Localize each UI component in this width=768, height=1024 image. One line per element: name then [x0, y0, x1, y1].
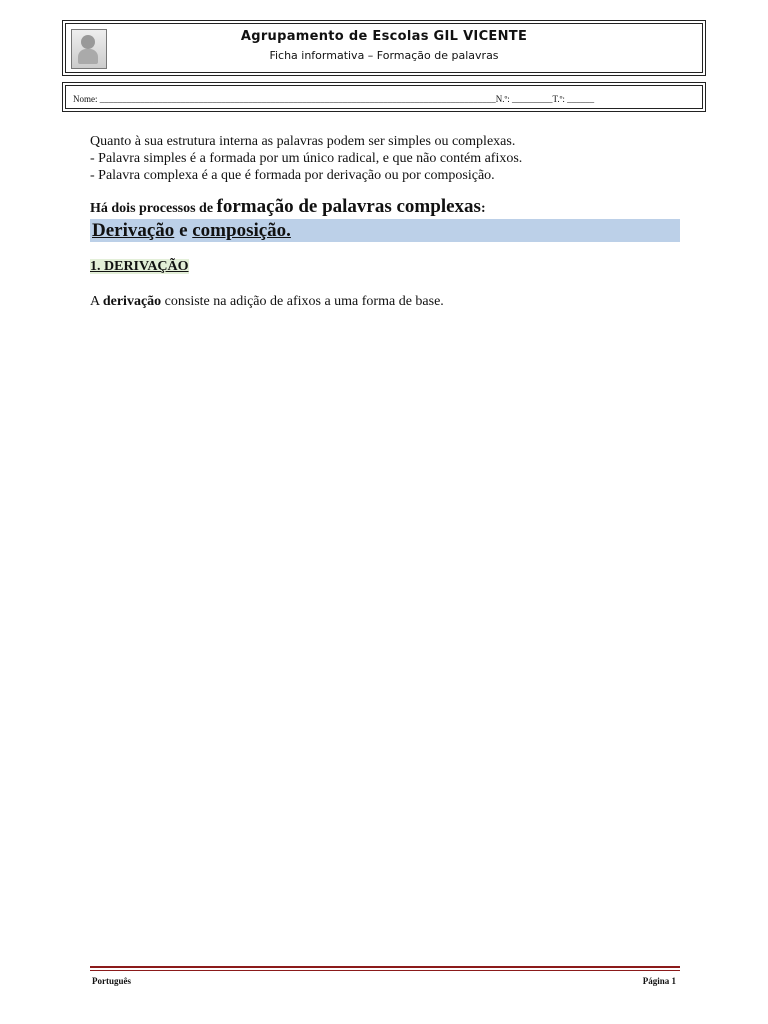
header-box [62, 20, 706, 76]
worksheet-title: Ficha informativa – Formação de palavras [269, 49, 499, 62]
footer-divider [90, 966, 680, 971]
section-derivacao: 1. DERIVAÇÃO [90, 259, 189, 274]
def-text: consiste na adição de afixos a uma forma de base. [161, 294, 444, 309]
banner-composition: composição. [192, 220, 291, 241]
document-body [90, 133, 680, 310]
def-term: derivação [102, 294, 162, 309]
processes-heading [90, 198, 680, 217]
intro-line: - Palavra simples é a formada por um único radical, e que não contém afixos. [90, 151, 523, 166]
intro-line: - Palavra complexa é a que é formada por derivação ou por composição. [90, 168, 495, 183]
derivation-composition-banner [90, 219, 680, 242]
section-heading [90, 258, 680, 275]
processes-lead: Há dois processos de [90, 201, 214, 216]
banner-and: e [174, 220, 193, 241]
intro-paragraph [90, 133, 680, 184]
def-article: A [90, 294, 103, 309]
footer-page: Página 1 [642, 976, 676, 986]
banner-derivation: Derivação [92, 220, 175, 241]
footer-subject: Português [92, 976, 131, 986]
processes-big: formação de palavras complexas [216, 196, 481, 217]
name-box [62, 82, 706, 112]
school-name: Agrupamento de Escolas GIL VICENTE [240, 29, 528, 44]
intro-line: Quanto à sua estrutura interna as palavras podem ser simples ou complexas. [90, 134, 516, 149]
processes-colon: : [480, 201, 486, 216]
derivation-definition [90, 293, 680, 310]
name-line: Nome: ________________________________________________________________________________________N.º: _________T.º: ______ [73, 94, 595, 104]
